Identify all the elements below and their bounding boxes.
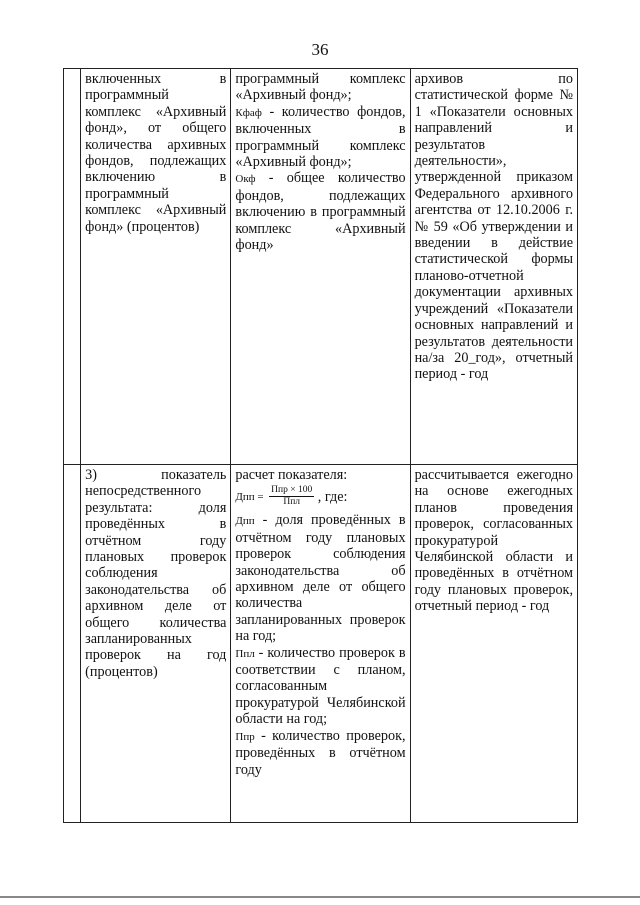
page-number: 36 bbox=[311, 40, 329, 59]
indicator-name-text: 3) показатель непосредственного результата: доля проведённых в отчётном году плановых проверок соблюдения законодательства об архивном деле от общего количества запланированных проверок на год (процентов) bbox=[85, 467, 227, 680]
symbol-dpp: Дпп bbox=[235, 515, 255, 528]
table-row bbox=[64, 465, 578, 823]
definition-okf: - общее количество фондов, подлежащих включению в программный комплекс «Архивный фонд» bbox=[235, 170, 406, 254]
row-number-cell bbox=[64, 69, 81, 465]
definition-ppl: - количество проверок в соответствии с планом, согласованным прокуратурой Челябинской области на год; bbox=[235, 644, 406, 728]
definition-dpp: - доля проведённых в отчётном году плановых проверок соблюдения законодательства об архивном деле от общего количества запланированных проверок на год; bbox=[235, 512, 406, 645]
table-row bbox=[64, 69, 578, 465]
symbol-okf: Окф bbox=[235, 173, 256, 186]
formula-lhs: Дпп = bbox=[235, 491, 264, 504]
symbol-ppr: Ппр bbox=[235, 730, 255, 743]
calculation-cell bbox=[231, 465, 410, 823]
formula-denominator: Ппл bbox=[283, 497, 301, 508]
symbol-kfaf: Кфаф bbox=[235, 106, 262, 119]
indicator-name-cell bbox=[81, 69, 231, 465]
indicator-name-cell bbox=[81, 465, 231, 823]
symbol-ppl: Ппл bbox=[235, 647, 255, 660]
definition-kfaf: - количество фондов, включенных в программный комплекс «Архивный фонд»; bbox=[235, 103, 406, 171]
data-source-cell bbox=[410, 69, 577, 465]
formula-where: , где: bbox=[317, 489, 348, 506]
page-bottom-rule bbox=[0, 896, 640, 898]
row-number-cell bbox=[64, 465, 81, 823]
data-source-text: рассчитывается ежегодно на основе ежегодных планов проведения проверок, согласованных прокуратурой Челябинской области и проведённых в отчётном году плановых проверок, отчетный период - год bbox=[414, 467, 573, 615]
indicator-name-text: включенных в программный комплекс «Архивный фонд», от общего количества архивных фондов, подлежащих включению в программный комплекс «Архивный фонд» (процентов) bbox=[85, 71, 227, 235]
calculation-cell bbox=[231, 69, 410, 465]
data-source-cell bbox=[410, 465, 577, 823]
formula-fraction bbox=[269, 485, 314, 508]
indicators-table bbox=[63, 68, 578, 823]
calculation-intro: программный комплекс «Архивный фонд»; bbox=[235, 71, 406, 104]
definition-ppr: - количество проверок, проведённых в отчётном году bbox=[235, 727, 406, 778]
formula-numerator: Ппр × 100 bbox=[271, 485, 313, 496]
formula bbox=[235, 485, 314, 508]
calculation-intro: расчет показателя: bbox=[235, 467, 348, 483]
data-source-text: архивов по статистической форме № 1 «Показатели основных направлений и результатов деятельности», утвержденной приказом Федерального архивного агентства от 12.10.2006 г. № 59 «Об утверждении и введении в действие статистической формы планово-отчетной документации архивных учреждений «Показатели основных направлений и результатов деятельности на/за 20_год», отчетный период - год bbox=[414, 71, 573, 383]
